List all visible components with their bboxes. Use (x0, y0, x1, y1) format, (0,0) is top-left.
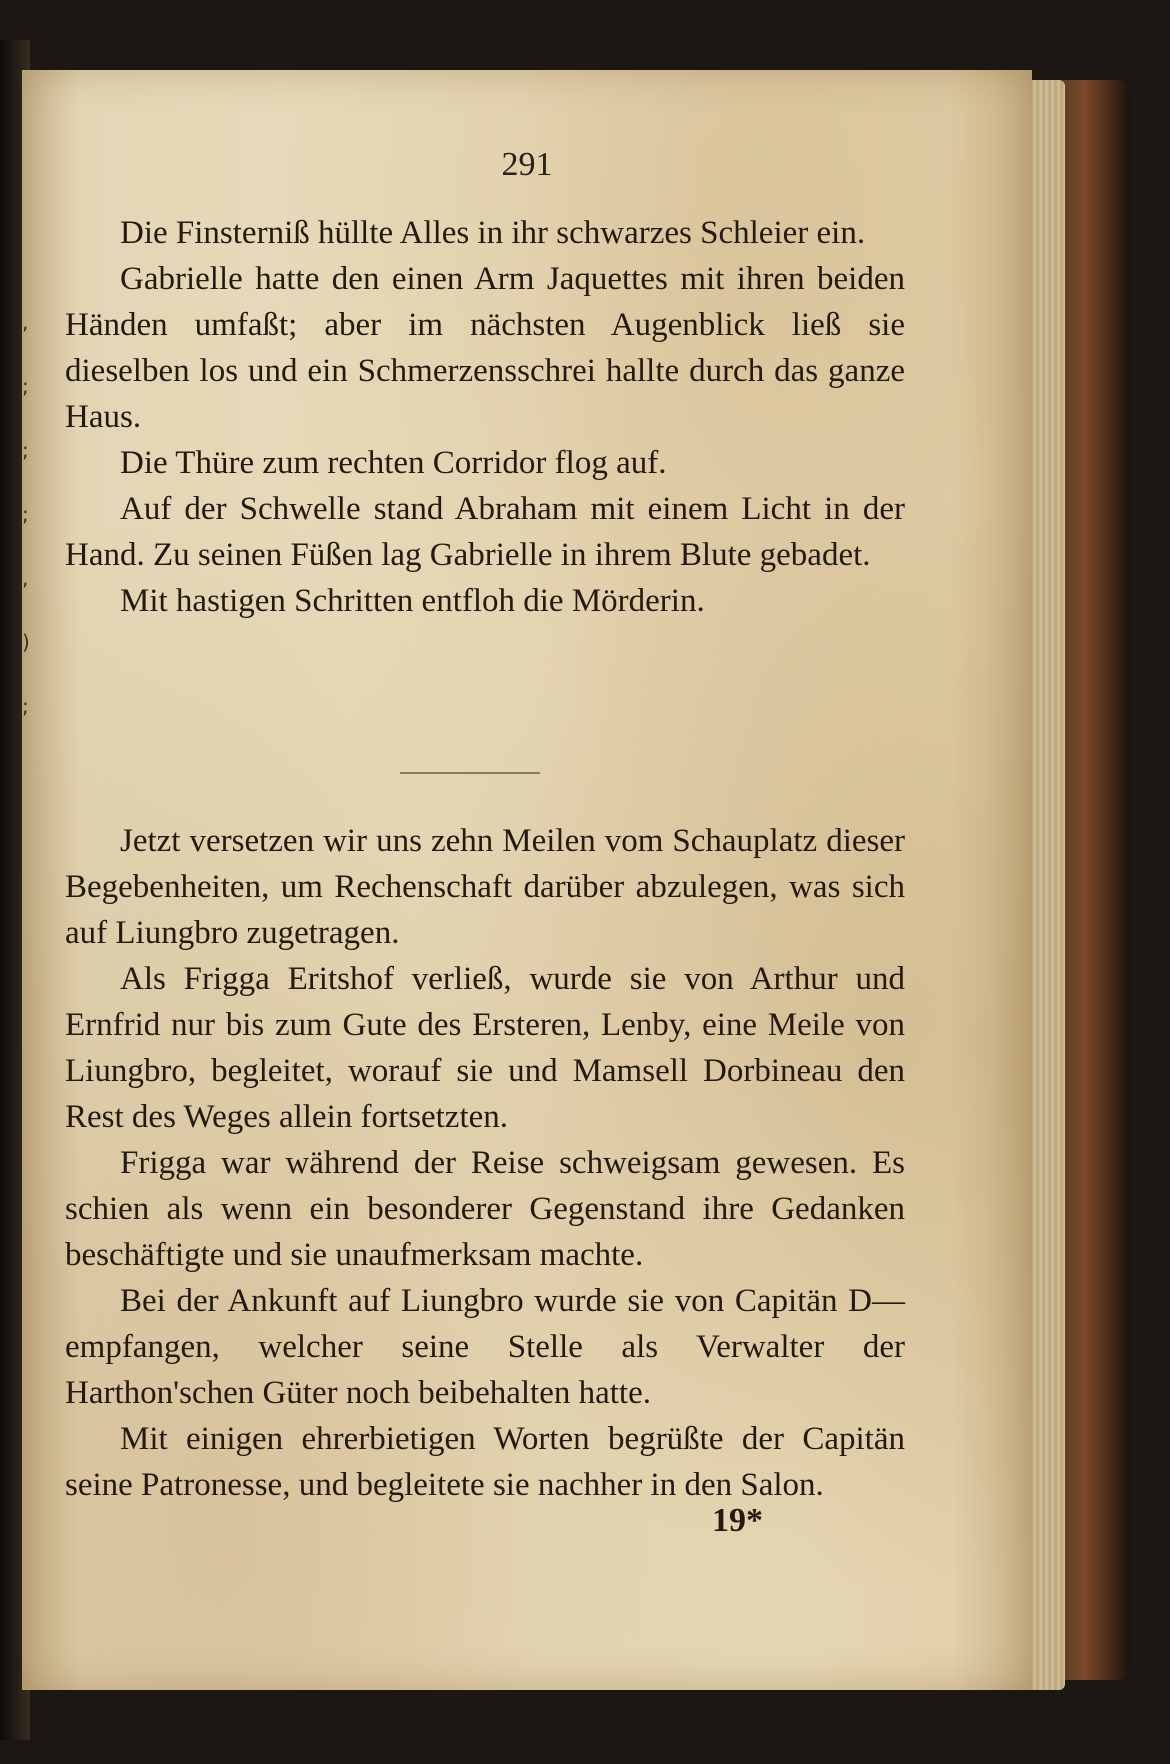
paragraph: Jetzt versetzen wir uns zehn Meilen vom Schauplatz dieser Begebenheiten, um Rechenschaft darüber abzulegen, was sich auf Liungbro zugetragen. (65, 823, 905, 951)
paragraph: Bei der Ankunft auf Liungbro wurde sie von Capitän D— empfangen, welcher seine Stelle als Verwalter der Harthon'schen Güter noch beibehalten hatte. (65, 1283, 905, 1411)
text-block-top (65, 210, 905, 624)
paragraph: Gabrielle hatte den einen Arm Jaquettes mit ihren beiden Händen umfaßt; aber im nächsten Augenblick ließ sie dieselben los und ein Schmerzensschrei hallte durch das ganze Haus. (65, 261, 905, 435)
gutter-marks: , ; ; ; , ) ; (22, 310, 30, 718)
paragraph: Als Frigga Eritshof verließ, wurde sie von Arthur und Ernfrid nur bis zum Gute des Ersteren, Lenby, eine Meile von Liungbro, begleitet, worauf sie und Mamsell Dorbineau den Rest des Weges allein fortsetzten. (65, 961, 905, 1135)
page-number: 291 (501, 146, 553, 183)
paragraph: Die Finsterniß hüllte Alles in ihr schwarzes Schleier ein. (120, 215, 866, 251)
paragraph: Die Thüre zum rechten Corridor flog auf. (120, 445, 667, 481)
book-page (22, 70, 1032, 1690)
book-cover-right (1060, 80, 1130, 1680)
paragraph: Frigga war während der Reise schweigsam gewesen. Es schien als wenn ein besonderer Gegenstand ihre Gedanken beschäftigte und sie unaufmerksam machte. (65, 1145, 905, 1273)
paragraph: Mit hastigen Schritten entfloh die Mörderin. (120, 583, 705, 619)
signature-mark: 19* (712, 1502, 763, 1539)
paragraph: Auf der Schwelle stand Abraham mit einem Licht in der Hand. Zu seinen Füßen lag Gabrielle in ihrem Blute gebadet. (65, 491, 905, 573)
text-block-bottom (65, 818, 905, 1508)
section-separator (400, 772, 540, 774)
paragraph: Mit einigen ehrerbietigen Worten begrüßte der Capitän seine Patronesse, und begleitete sie nachher in den Salon. (65, 1421, 905, 1503)
